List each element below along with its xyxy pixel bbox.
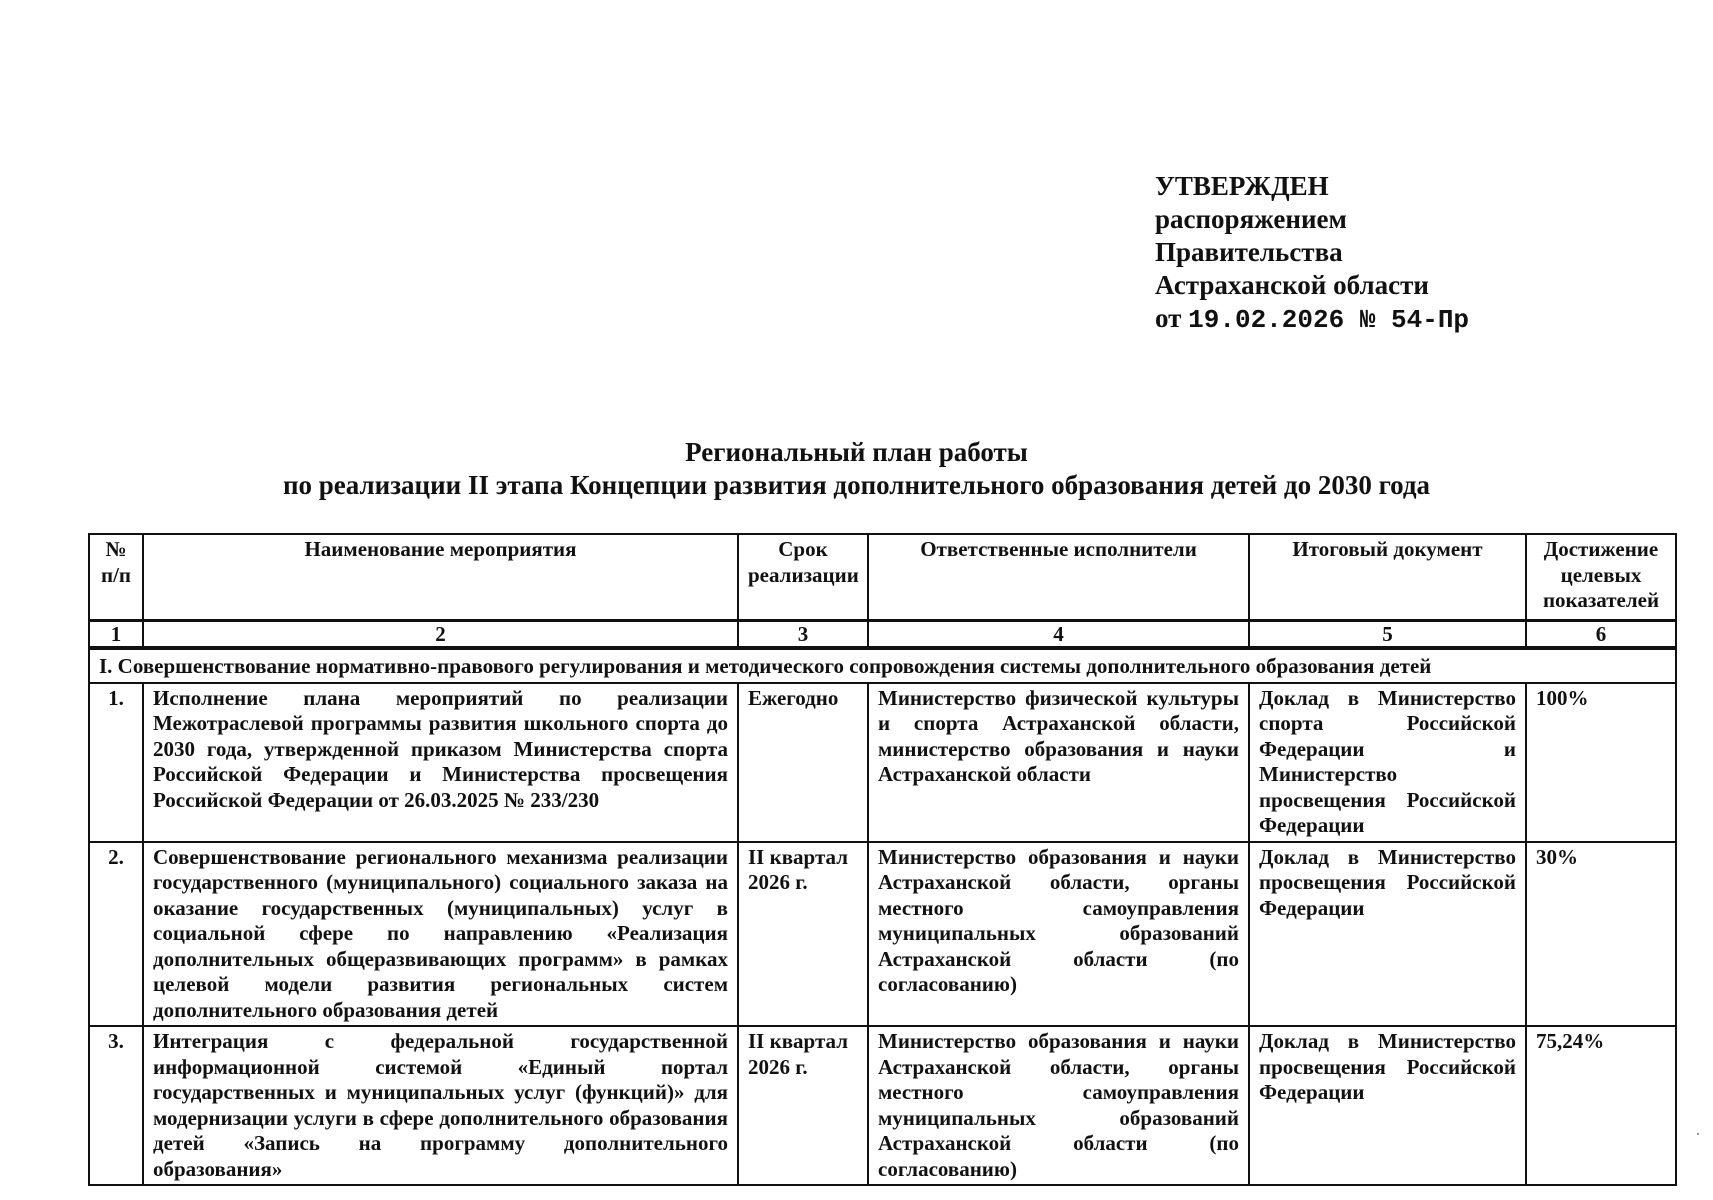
row-name: Исполнение плана мероприятий по реализации Межотраслевой программы развития школьного спорта до 2030 года, утвержденной приказом Министерства спорта Российской Федерации и Министерства просвещения Российской Федерации от 26.03.2025 № 233/230	[143, 683, 738, 842]
row-achievement: 75,24%	[1526, 1026, 1676, 1185]
row-term: II квартал 2026 г.	[738, 842, 868, 1027]
approval-line: Астраханской области	[1155, 270, 1429, 300]
column-index: 1	[89, 621, 143, 649]
row-num: 2.	[89, 842, 143, 1027]
column-index: 3	[738, 621, 868, 649]
table-row	[89, 683, 1676, 842]
column-index: 5	[1249, 621, 1526, 649]
column-index: 2	[143, 621, 738, 649]
header-achievement: Достижение целевых показателей	[1526, 534, 1676, 621]
row-achievement: 30%	[1526, 842, 1676, 1027]
row-responsible: Министерство образования и науки Астраханской области, органы местного самоуправления муниципальных образований Астраханской области (по согласованию)	[868, 1026, 1249, 1185]
document-subtitle: по реализации II этапа Концепции развития дополнительного образования детей до 2030 года	[282, 470, 1431, 500]
header-name: Наименование мероприятия	[143, 534, 738, 621]
row-document: Доклад в Министерство спорта Российской Федерации и Министерство просвещения Российской Федерации	[1249, 683, 1526, 842]
approval-date-prefix: от	[1155, 303, 1182, 333]
scan-speck	[1697, 1133, 1699, 1135]
row-achievement: 100%	[1526, 683, 1676, 842]
row-num: 1.	[89, 683, 143, 842]
table-header-row	[89, 534, 1676, 621]
column-index-row	[89, 621, 1676, 649]
table-row	[89, 1026, 1676, 1185]
row-term: Ежегодно	[738, 683, 868, 842]
approval-date	[1155, 302, 1469, 337]
approval-line: Правительства	[1155, 237, 1343, 267]
approval-date-value: 19.02.2026 № 54-Пр	[1188, 305, 1470, 335]
header-responsible: Ответственные исполнители	[868, 534, 1249, 621]
row-name: Совершенствование регионального механизма реализации государственного (муниципального) социального заказа на оказание государственных (муниципальных) услуг в социальной сфере по направлению «Реализация дополнительных общеразвивающих программ» в рамках целевой модели развития региональных систем дополнительного образования детей	[143, 842, 738, 1027]
header-num: № п/п	[89, 534, 143, 621]
row-term: II квартал 2026 г.	[738, 1026, 868, 1185]
row-name: Интеграция с федеральной государственной информационной системой «Единый портал государственных и муниципальных услуг (функций)» для модернизации услуги в сфере дополнительного образования детей «Запись на программу дополнительного образования»	[143, 1026, 738, 1185]
plan-table	[88, 533, 1677, 1186]
document-title: Региональный план работы	[685, 437, 1028, 467]
row-document: Доклад в Министерство просвещения Российской Федерации	[1249, 1026, 1526, 1185]
header-term: Срок реализации	[738, 534, 868, 621]
approval-title: УТВЕРЖДЕН	[1155, 171, 1329, 201]
approval-stamp	[1155, 170, 1469, 337]
section-row	[89, 648, 1676, 683]
column-index: 4	[868, 621, 1249, 649]
section-title: I. Совершенствование нормативно-правового регулирования и методического сопровождения системы дополнительного образования детей	[89, 648, 1676, 683]
row-num: 3.	[89, 1026, 143, 1185]
row-responsible: Министерство физической культуры и спорта Астраханской области, министерство образования и науки Астраханской области	[868, 683, 1249, 842]
row-responsible: Министерство образования и науки Астраханской области, органы местного самоуправления муниципальных образований Астраханской области (по согласованию)	[868, 842, 1249, 1027]
header-document: Итоговый документ	[1249, 534, 1526, 621]
row-document: Доклад в Министерство просвещения Российской Федерации	[1249, 842, 1526, 1027]
column-index: 6	[1526, 621, 1676, 649]
approval-line: распоряжением	[1155, 204, 1347, 234]
table-row	[89, 842, 1676, 1027]
